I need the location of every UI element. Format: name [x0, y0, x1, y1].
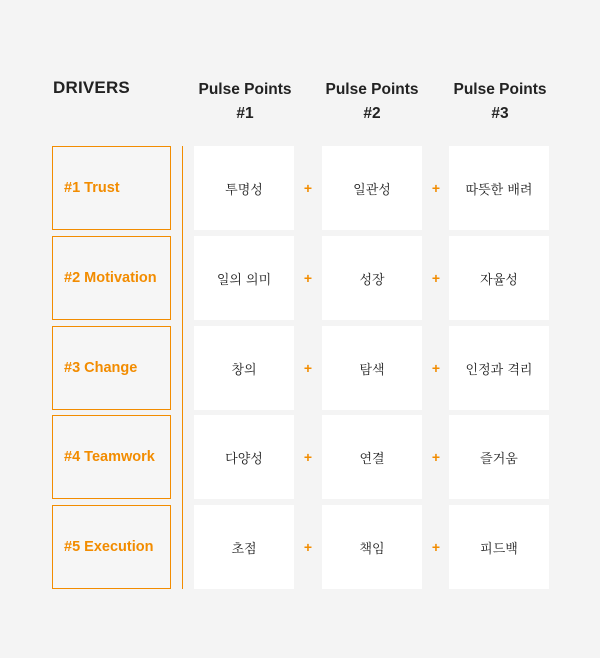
driver-box-teamwork: #4 Teamwork: [52, 415, 171, 499]
pulse-point-cell: 다양성: [194, 415, 294, 499]
plus-icon: +: [303, 270, 313, 286]
pulse-point-cell: 연결: [322, 415, 422, 499]
pulse-point-cell: 초점: [194, 505, 294, 589]
pulse-point-cell: 인정과 격리: [449, 326, 549, 410]
driver-box-change: #3 Change: [52, 326, 171, 410]
driver-box-trust: #1 Trust: [52, 146, 171, 230]
pulse-point-cell: 즐거움: [449, 415, 549, 499]
pulse-point-cell: 투명성: [194, 146, 294, 230]
pulse-point-cell: 일관성: [322, 146, 422, 230]
plus-icon: +: [303, 360, 313, 376]
pulse-point-cell: 창의: [194, 326, 294, 410]
plus-icon: +: [303, 180, 313, 196]
drivers-title: DRIVERS: [53, 78, 130, 97]
pulse-point-cell: 피드백: [449, 505, 549, 589]
plus-icon: +: [431, 539, 441, 555]
pulse-point-cell: 책임: [322, 505, 422, 589]
driver-box-execution: #5 Execution: [52, 505, 171, 589]
column-header-2-line2: #2: [363, 105, 381, 122]
vertical-divider: [182, 146, 183, 589]
column-header-1-line2: #1: [236, 105, 254, 122]
plus-icon: +: [303, 539, 313, 555]
plus-icon: +: [431, 449, 441, 465]
plus-icon: +: [431, 270, 441, 286]
pulse-point-cell: 탐색: [322, 326, 422, 410]
pulse-point-cell: 자율성: [449, 236, 549, 320]
plus-icon: +: [431, 180, 441, 196]
column-header-3: [440, 78, 560, 126]
plus-icon: +: [431, 360, 441, 376]
driver-box-motivation: #2 Motivation: [52, 236, 171, 320]
column-header-3-line2: #3: [491, 105, 509, 122]
pulse-point-cell: 일의 의미: [194, 236, 294, 320]
column-header-3-line1: Pulse Points: [453, 81, 547, 98]
column-header-1-line1: Pulse Points: [198, 81, 292, 98]
pulse-point-cell: 성장: [322, 236, 422, 320]
column-header-2: [312, 78, 432, 126]
column-header-1: [185, 78, 305, 126]
plus-icon: +: [303, 449, 313, 465]
column-header-2-line1: Pulse Points: [325, 81, 419, 98]
pulse-point-cell: 따뜻한 배려: [449, 146, 549, 230]
